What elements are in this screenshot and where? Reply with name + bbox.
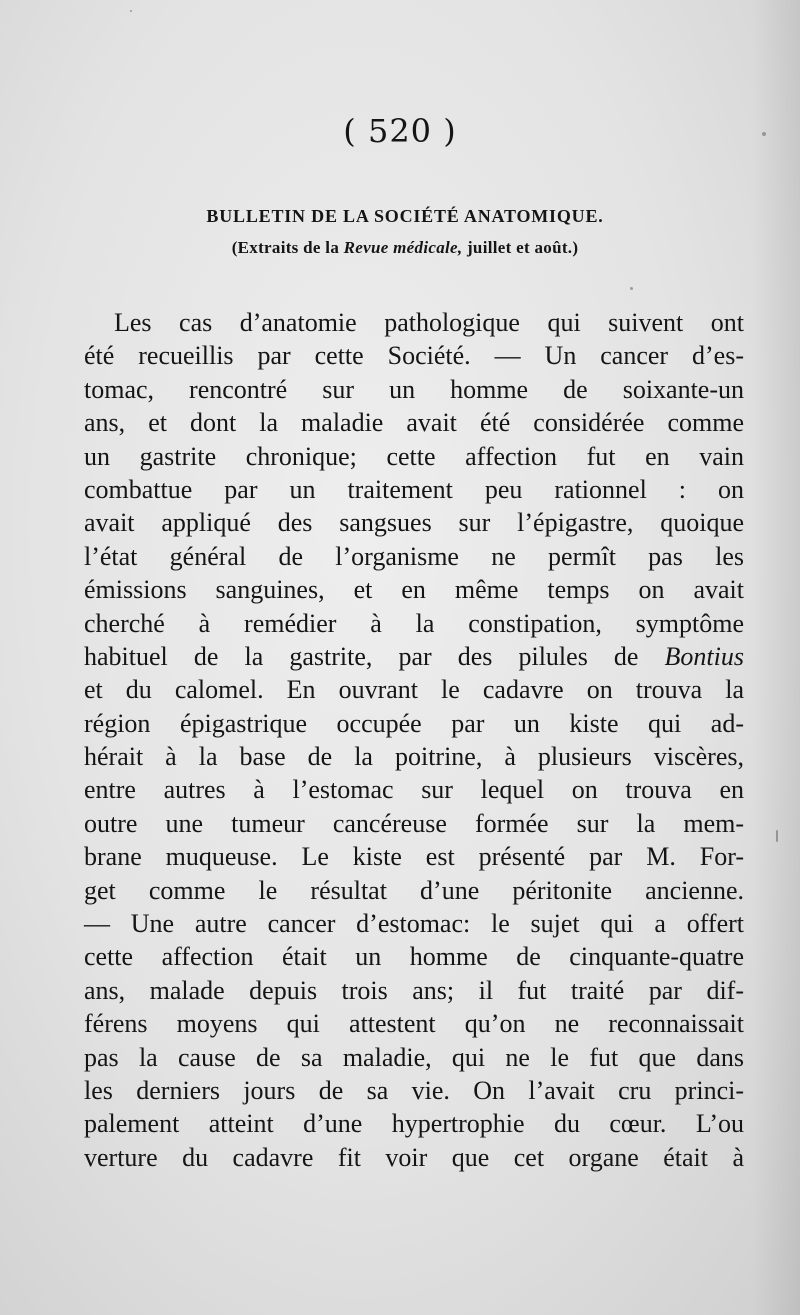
paper-speck — [130, 10, 132, 12]
text-line: get comme le résultat d’une péritonite ancienne. — [84, 875, 744, 905]
text-line — [84, 640, 744, 673]
text-line: pas la cause de sa maladie, qui ne le fut que dans — [84, 1042, 744, 1072]
text-line: combattue par un traitement peu rationnel : on — [84, 474, 744, 504]
subheading-prefix: (Extraits de la — [231, 238, 344, 257]
page-number: ( 520 ) — [343, 112, 457, 150]
subheading-suffix: juillet et août.) — [462, 238, 579, 257]
paper-speck — [762, 132, 766, 136]
text-line: outre une tumeur cancéreuse formée sur la mem- — [84, 808, 744, 838]
text-line: verture du cadavre fit voir que cet organe était à — [84, 1142, 744, 1172]
text-line: émissions sanguines, et en même temps on avait — [84, 575, 744, 605]
text-line: l’état général de l’organisme ne permît pas les — [84, 541, 744, 571]
text-line: ans, malade depuis trois ans; il fut traité par dif- — [84, 975, 744, 1005]
text-line: et du calomel. En ouvrant le cadavre on trouva la — [84, 675, 744, 705]
paper-speck — [776, 830, 778, 842]
text-line: Les cas d’anatomie pathologique qui suivent ont — [114, 308, 744, 337]
section-subheading — [170, 238, 640, 258]
text-line: entre autres à l’estomac sur lequel on trouva en — [84, 775, 744, 805]
text-line: tomac, rencontré sur un homme de soixante-un — [84, 374, 744, 404]
text-line: palement atteint d’une hypertrophie du cœur. L’ou — [84, 1109, 744, 1139]
text-line: avait appliqué des sangsues sur l’épigastre, quoique — [84, 508, 744, 538]
text-line-italic-name: Bontius — [664, 641, 744, 671]
text-line: hérait à la base de la poitrine, à plusieurs viscères, — [84, 742, 744, 772]
section-heading: BULLETIN DE LA SOCIÉTÉ ANATOMIQUE. — [206, 206, 604, 226]
text-line: férens moyens qui attestent qu’on ne reconnaissait — [84, 1009, 744, 1039]
page-edge-shadow — [752, 0, 800, 1315]
paper-speck — [630, 287, 633, 290]
text-line: ans, et dont la maladie avait été considérée comme — [84, 408, 744, 438]
text-line-segment: habituel de la gastrite, par des pilules de — [84, 641, 665, 671]
text-line: brane muqueuse. Le kiste est présenté par M. For- — [84, 842, 744, 872]
text-line: un gastrite chronique; cette affection fut en vain — [84, 441, 744, 471]
text-line: — Une autre cancer d’estomac: le sujet qui a offert — [84, 909, 744, 939]
text-line: été recueillis par cette Société. — Un cancer d’es- — [84, 341, 744, 371]
text-line: cherché à remédier à la constipation, symptôme — [84, 608, 744, 638]
body-text — [84, 306, 744, 1174]
subheading-journal: Revue médicale, — [343, 238, 463, 257]
text-line: cette affection était un homme de cinquante-quatre — [84, 942, 744, 972]
text-line: région épigastrique occupée par un kiste qui ad- — [84, 708, 744, 738]
text-line: les derniers jours de sa vie. On l’avait cru princi- — [84, 1075, 744, 1105]
